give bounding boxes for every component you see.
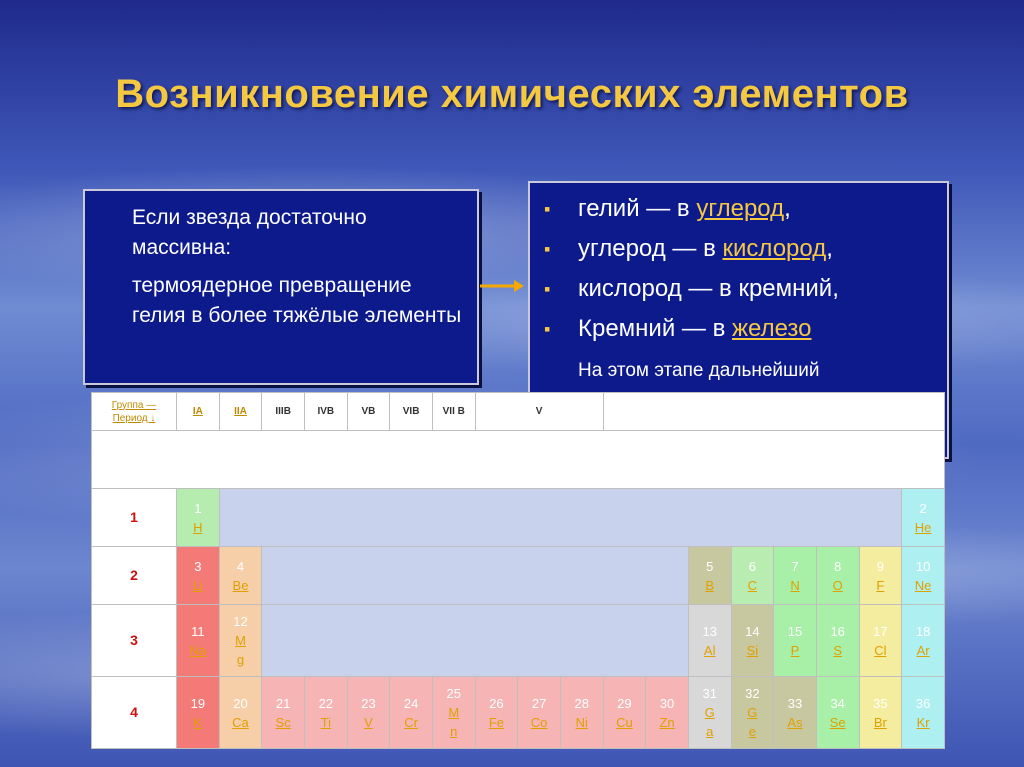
element-cell[interactable]: 17 Cl bbox=[859, 605, 902, 677]
element-cell[interactable]: 23 V bbox=[347, 677, 390, 749]
spacer-row bbox=[92, 431, 945, 489]
element-cell[interactable]: 20 Ca bbox=[219, 677, 262, 749]
element-cell[interactable]: 4 Be bbox=[219, 547, 262, 605]
oxygen-link[interactable]: кислород bbox=[722, 235, 827, 262]
item-text: углерод — в bbox=[578, 235, 723, 262]
period-row bbox=[92, 489, 945, 547]
condition-box bbox=[83, 189, 479, 385]
element-cell[interactable]: 34 Se bbox=[816, 677, 859, 749]
square-bullet-icon: ▪ bbox=[544, 319, 551, 339]
group-header: V bbox=[475, 393, 603, 431]
item-suffix: , bbox=[784, 195, 791, 222]
square-bullet-icon: ▪ bbox=[544, 199, 551, 219]
element-cell[interactable]: 22 Ti bbox=[304, 677, 347, 749]
period-label: 3 bbox=[92, 605, 177, 677]
element-cell[interactable]: 32 G e bbox=[731, 677, 774, 749]
process-text: термоядерное превращение гелия в более тяжёлые элементы bbox=[132, 274, 462, 327]
carbon-link[interactable]: углерод bbox=[696, 195, 785, 222]
element-cell[interactable]: 1 H bbox=[177, 489, 220, 547]
element-cell[interactable]: 33 As bbox=[774, 677, 817, 749]
element-cell[interactable]: 26 Fe bbox=[475, 677, 518, 749]
element-cell[interactable]: 29 Cu bbox=[603, 677, 646, 749]
condition-text: Если звезда достаточно массивна: bbox=[132, 206, 367, 259]
square-bullet-icon: ▪ bbox=[544, 279, 551, 299]
empty-region bbox=[262, 605, 689, 677]
item-suffix: , bbox=[826, 235, 833, 262]
element-cell[interactable]: 7 N bbox=[774, 547, 817, 605]
element-cell[interactable]: 3 Li bbox=[177, 547, 220, 605]
element-cell[interactable]: 24 Cr bbox=[390, 677, 433, 749]
group-header: VIB bbox=[390, 393, 433, 431]
element-cell[interactable]: 5 B bbox=[688, 547, 731, 605]
element-cell[interactable]: 35 Br bbox=[859, 677, 902, 749]
arrow-right-icon bbox=[480, 279, 524, 293]
element-cell[interactable]: 25 M n bbox=[432, 677, 475, 749]
element-cell[interactable]: 30 Zn bbox=[646, 677, 689, 749]
item-text: гелий — в bbox=[578, 195, 697, 222]
limit-note: На этом этапе дальнейший bbox=[578, 360, 820, 381]
element-cell[interactable]: 27 Co bbox=[518, 677, 561, 749]
element-cell[interactable]: 28 Ni bbox=[560, 677, 603, 749]
element-cell[interactable]: 16 S bbox=[816, 605, 859, 677]
table-corner: Группа — Период ↓ bbox=[92, 393, 177, 431]
period-row bbox=[92, 547, 945, 605]
empty-region bbox=[219, 489, 902, 547]
slide-title: Возникновение химических элементов bbox=[115, 72, 909, 116]
element-cell[interactable]: 12 M g bbox=[219, 605, 262, 677]
blank-row bbox=[92, 431, 945, 489]
group-header: VII B bbox=[432, 393, 475, 431]
element-cell[interactable]: 2 He bbox=[902, 489, 945, 547]
element-cell[interactable]: 31 G a bbox=[688, 677, 731, 749]
element-cell[interactable]: 14 Si bbox=[731, 605, 774, 677]
header-blank bbox=[603, 393, 944, 431]
element-cell[interactable]: 36 Kr bbox=[902, 677, 945, 749]
period-label: 1 bbox=[92, 489, 177, 547]
element-cell[interactable]: 19 K bbox=[177, 677, 220, 749]
period-row bbox=[92, 677, 945, 749]
group-header: IVB bbox=[304, 393, 347, 431]
group-header[interactable]: IIA bbox=[219, 393, 262, 431]
periodic-table bbox=[91, 392, 945, 749]
list-item bbox=[540, 229, 937, 269]
element-cell[interactable]: 11 Na bbox=[177, 605, 220, 677]
period-row bbox=[92, 605, 945, 677]
period-label: 2 bbox=[92, 547, 177, 605]
group-header: VB bbox=[347, 393, 390, 431]
period-label: 4 bbox=[92, 677, 177, 749]
list-item bbox=[540, 269, 937, 309]
group-header: IIIB bbox=[262, 393, 305, 431]
element-cell[interactable]: 8 O bbox=[816, 547, 859, 605]
element-cell[interactable]: 6 C bbox=[731, 547, 774, 605]
element-cell[interactable]: 21 Sc bbox=[262, 677, 305, 749]
list-item bbox=[540, 189, 937, 229]
element-cell[interactable]: 18 Ar bbox=[902, 605, 945, 677]
fusion-chain-list bbox=[540, 189, 937, 349]
empty-region bbox=[262, 547, 689, 605]
element-cell[interactable]: 15 P bbox=[774, 605, 817, 677]
element-cell[interactable]: 10 Ne bbox=[902, 547, 945, 605]
element-cell[interactable]: 13 Al bbox=[688, 605, 731, 677]
element-cell[interactable]: 9 F bbox=[859, 547, 902, 605]
group-header-row bbox=[92, 393, 945, 431]
item-text: кислород — в кремний, bbox=[578, 275, 839, 302]
iron-link[interactable]: железо bbox=[732, 315, 812, 342]
square-bullet-icon: ▪ bbox=[544, 239, 551, 259]
list-item bbox=[540, 309, 937, 349]
group-header[interactable]: IA bbox=[177, 393, 220, 431]
item-text: Кремний — в bbox=[578, 315, 732, 342]
